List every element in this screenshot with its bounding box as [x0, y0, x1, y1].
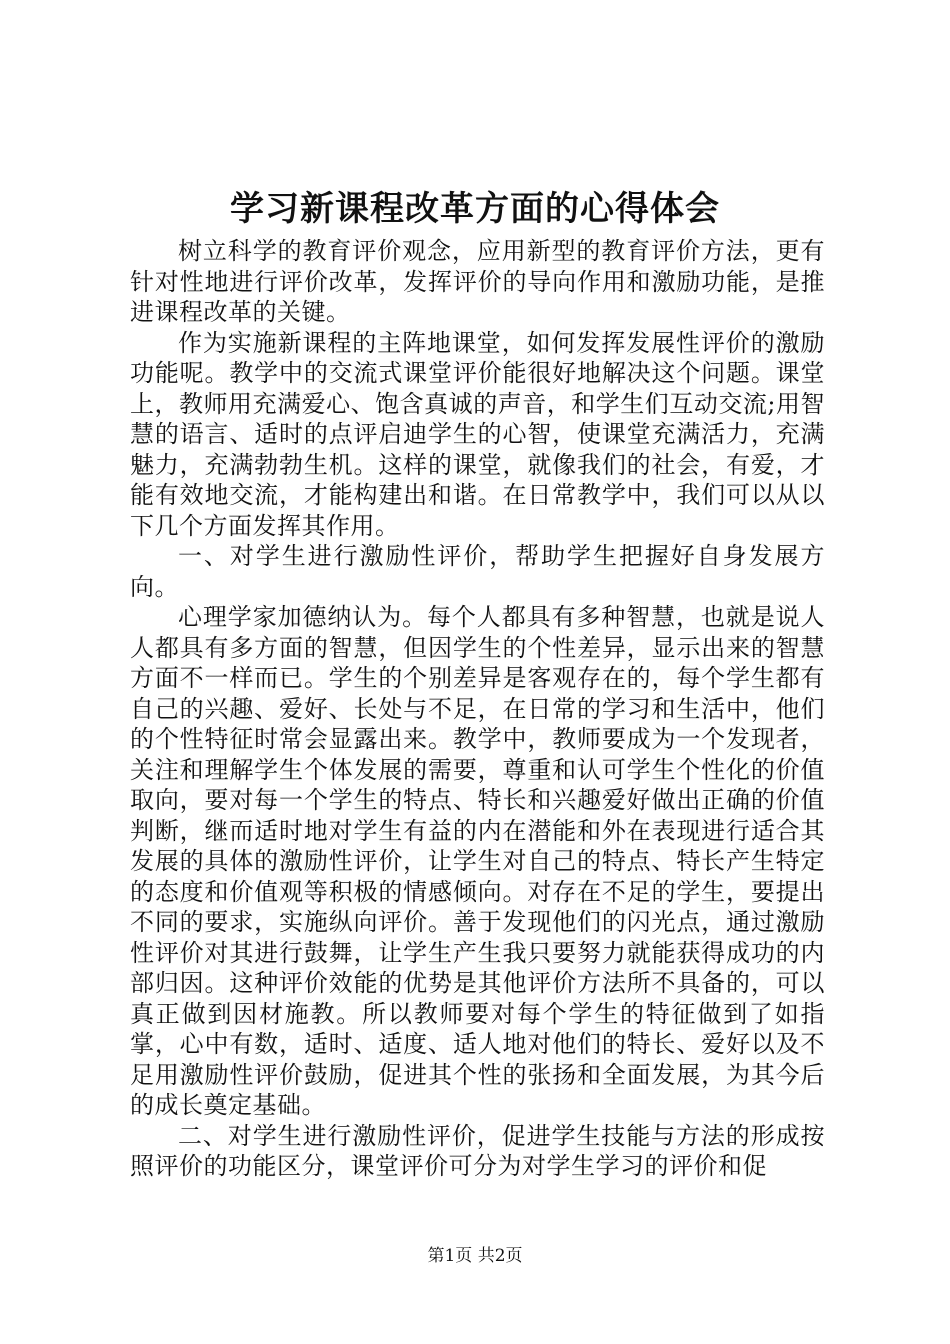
paragraph: 树立科学的教育评价观念，应用新型的教育评价方法，更有针对性地进行评价改革，发挥评价的导向作用和激励功能，是推进课程改革的关键。: [130, 237, 825, 326]
paragraph: 心理学家加德纳认为。每个人都具有多种智慧，也就是说人人都具有多方面的智慧，但因学生的个性差异，显示出来的智慧方面不一样而已。学生的个别差异是客观存在的，每个学生都有自己的兴趣、爱好、长处与不足，在日常的学习和生活中，他们的个性特征时常会显露出来。教学中，教师要成为一个发现者，关注和理解学生个体发展的需要，尊重和认可学生个性化的价值取向，要对每一个学生的特点、特长和兴趣爱好做出正确的价值判断，继而适时地对学生有益的内在潜能和外在表现进行适合其发展的具体的激励性评价，让学生对自己的特点、特长产生特定的态度和价值观等积极的情感倾向。对存在不足的学生，要提出不同的要求，实施纵向评价。善于发现他们的闪光点，通过激励性评价对其进行鼓舞，让学生产生我只要努力就能获得成功的内部归因。这种评价效能的优势是其他评价方法所不具备的，可以真正做到因材施教。所以教师要对每个学生的特征做到了如指掌，心中有数，适时、适度、适人地对他们的特长、爱好以及不足用激励性评价鼓励，促进其个性的张扬和全面发展，为其今后的成长奠定基础。: [130, 603, 825, 1119]
document-title: 学习新课程改革方面的心得体会: [230, 189, 720, 229]
page-footer: 第1页 共2页: [427, 1246, 523, 1266]
document-body: [130, 236, 825, 1182]
section-heading: 一、对学生进行激励性评价，帮助学生把握好自身发展方向。: [130, 542, 825, 601]
section-heading: 二、对学生进行激励性评价，促进学生技能与方法的形成按照评价的功能区分，课堂评价可分为对学生学习的评价和促: [130, 1121, 825, 1180]
paragraph: 作为实施新课程的主阵地课堂，如何发挥发展性评价的激励功能呢。教学中的交流式课堂评价能很好地解决这个问题。课堂上，教师用充满爱心、饱含真诚的声音，和学生们互动交流;用智慧的语言、适时的点评启迪学生的心智，使课堂充满活力，充满魅力，充满勃勃生机。这样的课堂，就像我们的社会，有爱，才能有效地交流，才能构建出和谐。在日常教学中，我们可以从以下几个方面发挥其作用。: [130, 328, 825, 540]
